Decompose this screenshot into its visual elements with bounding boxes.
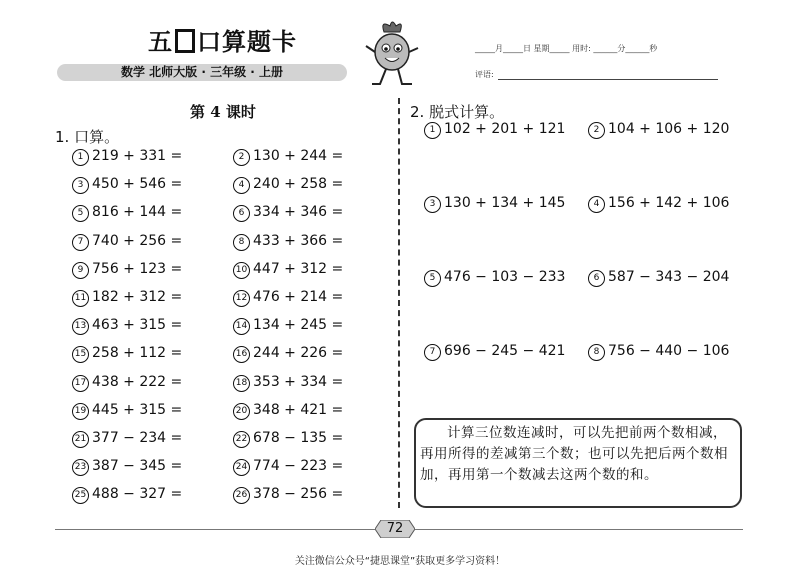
item-number: 12 [233, 290, 250, 307]
item-number: 17 [72, 375, 89, 392]
item-number: 15 [72, 346, 89, 363]
mental-item-24 [233, 458, 343, 476]
item-number: 23 [72, 459, 89, 476]
item-number: 26 [233, 487, 250, 504]
item-number: 5 [424, 270, 441, 287]
item-number: 20 [233, 403, 250, 420]
item-expression: 130 + 134 + 145 [444, 195, 566, 211]
step-item-5 [424, 269, 565, 287]
mental-item-10 [233, 261, 343, 279]
mental-item-9 [72, 261, 182, 279]
item-expression: 134 + 245 = [253, 317, 344, 334]
item-expression: 696 − 245 − 421 [444, 343, 566, 359]
item-expression: 433 + 366 = [253, 232, 344, 249]
item-expression: 353 + 334 = [253, 373, 344, 390]
mental-item-2 [233, 148, 343, 166]
item-expression: 240 + 258 = [253, 176, 344, 193]
item-number: 2 [588, 122, 605, 139]
mental-item-13 [72, 317, 182, 335]
comment-underline [498, 79, 718, 80]
item-number: 3 [72, 177, 89, 194]
item-expression: 334 + 346 = [253, 204, 344, 221]
comment-label: 评语: [475, 70, 494, 79]
item-expression: 377 − 234 = [92, 430, 183, 446]
mental-item-8 [233, 233, 343, 251]
item-number: 4 [588, 196, 605, 213]
item-number: 5 [72, 205, 89, 222]
item-expression: 104 + 106 + 120 [608, 121, 730, 137]
step-item-3 [424, 195, 565, 213]
mental-item-14 [233, 317, 343, 335]
item-expression: 476 − 103 − 233 [444, 269, 566, 285]
mental-item-17 [72, 374, 182, 392]
item-number: 11 [72, 290, 89, 307]
item-number: 1 [424, 122, 441, 139]
mental-item-26 [233, 486, 343, 504]
brand-left: 五 [148, 28, 173, 56]
section2-title: 2. 脱式计算。 [410, 103, 505, 121]
item-expression: 387 − 345 = [92, 458, 183, 475]
item-number: 7 [72, 234, 89, 251]
item-expression: 348 + 421 = [253, 401, 344, 418]
mental-item-7 [72, 233, 182, 251]
item-number: 3 [424, 196, 441, 213]
item-number: 21 [72, 431, 89, 448]
item-number: 14 [233, 318, 250, 335]
item-expression: 182 + 312 = [92, 289, 183, 305]
brand-right: 口算题卡 [197, 28, 297, 56]
date-time-line: _____月_____日 星期_____ 用时: ______分______秒 [475, 44, 658, 53]
item-number: 10 [233, 262, 250, 279]
mental-item-25 [72, 486, 182, 504]
mental-item-16 [233, 345, 343, 363]
footer-note: 关注微信公众号“捷思课堂”获取更多学习资料！ [294, 556, 506, 567]
brand-title [148, 22, 297, 57]
step-item-1 [424, 121, 565, 139]
item-number: 24 [233, 459, 250, 476]
mental-item-15 [72, 345, 182, 363]
item-expression: 258 + 112 = [92, 345, 183, 362]
subtitle-bar: 数学 北师大版 · 三年级 · 上册 [57, 64, 347, 81]
item-expression: 447 + 312 = [253, 260, 344, 277]
step-item-2 [588, 121, 729, 139]
item-expression: 756 − 440 − 106 [608, 343, 730, 359]
item-expression: 156 + 142 + 106 [608, 195, 730, 211]
column-divider [398, 98, 400, 508]
page-number: 72 [386, 521, 404, 536]
item-expression: 450 + 546 = [92, 176, 183, 193]
mental-item-20 [233, 402, 343, 420]
mental-item-1 [72, 148, 182, 166]
item-expression: 774 − 223 = [253, 458, 344, 475]
item-number: 8 [233, 234, 250, 251]
item-number: 18 [233, 375, 250, 392]
step-item-4 [588, 195, 729, 213]
item-expression: 488 − 327 = [92, 486, 183, 503]
item-number: 7 [424, 344, 441, 361]
mental-item-4 [233, 176, 343, 194]
item-number: 2 [233, 149, 250, 166]
mental-item-19 [72, 402, 182, 420]
step-item-7 [424, 343, 565, 361]
mental-item-12 [233, 289, 343, 307]
comment-line [475, 69, 718, 80]
item-expression: 678 − 135 = [253, 430, 344, 446]
item-number: 16 [233, 346, 250, 363]
item-expression: 378 − 256 = [253, 486, 344, 503]
item-expression: 756 + 123 = [92, 260, 183, 277]
section1-title: 1. 口算。 [55, 128, 120, 146]
item-expression: 816 + 144 = [92, 204, 183, 221]
mental-item-23 [72, 458, 182, 476]
mental-item-22 [233, 430, 343, 448]
tip-text: 计算三位数连减时，可以先把前两个数相减，再用所得的差减第三个数；也可以先把后两个数相加，再用第一个数减去这两个数的和。 [420, 425, 728, 483]
item-expression: 244 + 226 = [253, 345, 344, 362]
step-item-8 [588, 343, 729, 361]
item-number: 9 [72, 262, 89, 279]
mental-item-5 [72, 204, 182, 222]
item-expression: 463 + 315 = [92, 317, 183, 334]
mental-item-11 [72, 289, 182, 307]
step-item-6 [588, 269, 729, 287]
item-expression: 219 + 331 = [92, 148, 183, 164]
brand-e-mark [175, 29, 195, 53]
item-number: 4 [233, 177, 250, 194]
mascot-icon [362, 18, 422, 90]
item-number: 13 [72, 318, 89, 335]
item-number: 8 [588, 344, 605, 361]
mental-item-3 [72, 176, 182, 194]
lesson-title: 第 4 课时 [190, 103, 256, 121]
item-number: 19 [72, 403, 89, 420]
item-number: 25 [72, 487, 89, 504]
item-expression: 476 + 214 = [253, 289, 344, 305]
item-expression: 445 + 315 = [92, 401, 183, 418]
mental-item-6 [233, 204, 343, 222]
item-number: 1 [72, 149, 89, 166]
item-expression: 587 − 343 − 204 [608, 269, 730, 285]
item-number: 6 [233, 205, 250, 222]
mental-item-21 [72, 430, 182, 448]
item-number: 6 [588, 270, 605, 287]
item-expression: 740 + 256 = [92, 232, 183, 249]
item-expression: 130 + 244 = [253, 148, 344, 164]
item-expression: 438 + 222 = [92, 373, 183, 390]
item-number: 22 [233, 431, 250, 448]
item-expression: 102 + 201 + 121 [444, 121, 566, 137]
mental-item-18 [233, 374, 343, 392]
